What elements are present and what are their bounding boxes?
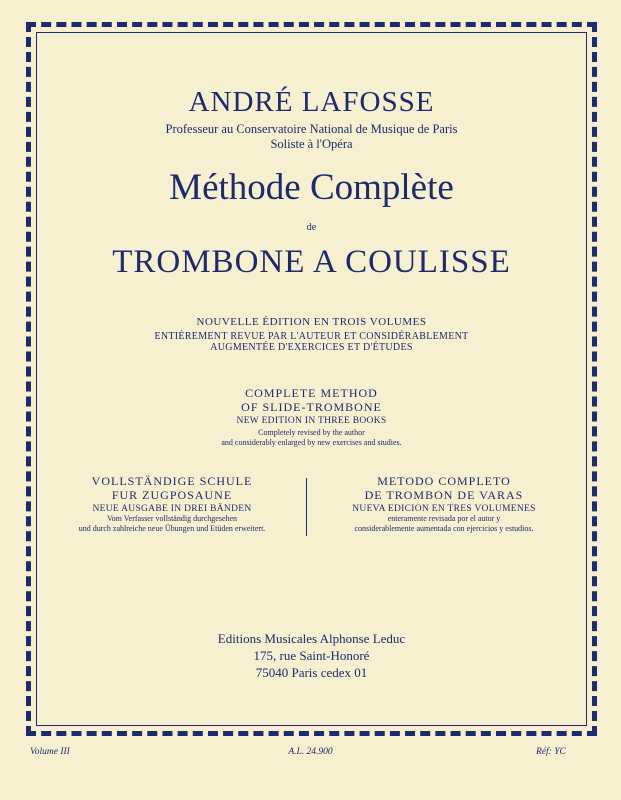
german-edition: NEUE AUSGABE IN DREI BÄNDEN bbox=[92, 504, 252, 514]
title-instrument: TROMBONE A COULISSE bbox=[112, 244, 511, 280]
author-position-line: Soliste à l'Opéra bbox=[270, 137, 353, 151]
author-name: ANDRÉ LAFOSSE bbox=[188, 86, 435, 118]
catalog-number: A.L. 24.900 bbox=[288, 747, 333, 757]
spanish-revision-line: enteramente revisada por el autor y bbox=[387, 514, 501, 523]
german-revision-line: und durch zahlreiche neue Übungen und Etüden erweitert. bbox=[78, 524, 266, 533]
french-revision-line: ENTIÈREMENT REVUE PAR L'AUTEUR ET CONSIDÉRABLEMENT bbox=[154, 331, 469, 342]
spanish-title-line: METODO COMPLETO bbox=[377, 474, 511, 488]
english-revision-line: and considerably enlarged by new exercises and studies. bbox=[221, 438, 402, 447]
english-title-line: COMPLETE METHOD bbox=[245, 386, 378, 400]
spanish-revision-line: considerablemente aumentada con ejercicios y estudios. bbox=[354, 524, 534, 533]
spanish-edition: NUEVA EDICION EN TRES VOLUMENES bbox=[352, 504, 536, 514]
english-title bbox=[36, 386, 587, 414]
title-connector: de bbox=[306, 222, 317, 233]
german-title-line: FUR ZUGPOSAUNE bbox=[111, 488, 233, 502]
english-edition: NEW EDITION IN THREE BOOKS bbox=[236, 416, 387, 426]
english-revision-line: Completely revised by the author bbox=[258, 428, 365, 437]
publisher-street: 175, rue Saint-Honoré bbox=[253, 648, 370, 663]
author-position-line: Professeur au Conservatoire National de Musique de Paris bbox=[165, 122, 458, 136]
reference-code: Réf: YC bbox=[536, 747, 566, 757]
french-edition: NOUVELLE ÉDITION EN TROIS VOLUMES bbox=[196, 316, 427, 328]
french-revision-line: AUGMENTÉE D'EXERCICES ET D'ÉTUDES bbox=[210, 342, 413, 353]
english-revision bbox=[36, 428, 587, 448]
title-main: Méthode Complète bbox=[169, 167, 454, 208]
column-divider bbox=[306, 478, 307, 536]
publisher-city: 75040 Paris cedex 01 bbox=[255, 665, 368, 680]
publisher-name: Editions Musicales Alphonse Leduc bbox=[217, 631, 406, 646]
german-revision-line: Vom Verfasser vollständig durchgesehen bbox=[106, 514, 238, 523]
spanish-title-line: DE TROMBON DE VARAS bbox=[364, 488, 524, 502]
french-revision bbox=[36, 331, 587, 353]
german-title-line: VOLLSTÄNDIGE SCHULE bbox=[91, 474, 253, 488]
english-title-line: OF SLIDE-TROMBONE bbox=[241, 400, 382, 414]
volume-label: Volume III bbox=[30, 747, 70, 757]
german-block bbox=[42, 474, 302, 534]
spanish-block bbox=[314, 474, 574, 534]
author-positions bbox=[36, 122, 587, 152]
publisher-block bbox=[36, 630, 587, 681]
